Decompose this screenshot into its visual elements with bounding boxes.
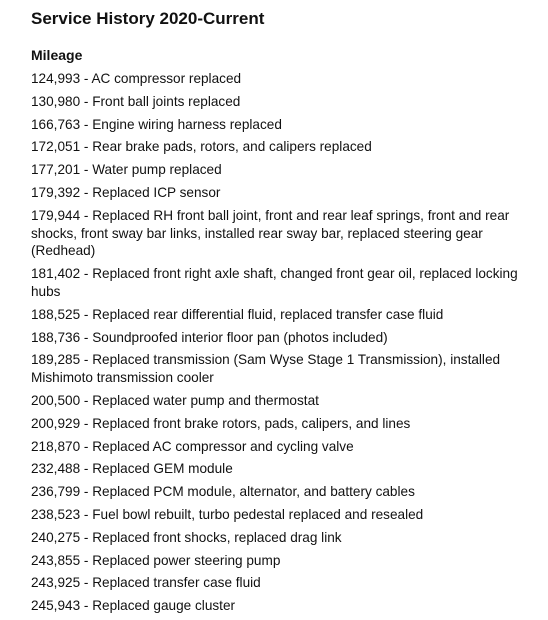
service-entry: 188,525 - Replaced rear differential fluid, replaced transfer case fluid [31, 306, 444, 322]
service-entry: 130,980 - Front ball joints replaced [31, 93, 241, 109]
service-entry: 218,870 - Replaced AC compressor and cycling valve [31, 438, 354, 454]
service-entry: 166,763 - Engine wiring harness replaced [31, 116, 282, 132]
service-entry: 179,392 - Replaced ICP sensor [31, 184, 221, 200]
service-entry: 172,051 - Rear brake pads, rotors, and calipers replaced [31, 139, 372, 155]
service-history-document [31, 8, 531, 620]
service-entry: 188,736 - Soundproofed interior floor pan (photos included) [31, 329, 388, 345]
service-entry: 124,993 - AC compressor replaced [31, 71, 242, 86]
service-entry: 243,855 - Replaced power steering pump [31, 552, 281, 568]
service-entry: 181,402 - Replaced front right axle shaft, changed front gear oil, replaced locking hubs [31, 266, 518, 299]
service-entry: 177,201 - Water pump replaced [31, 162, 222, 178]
service-entry-list [31, 70, 531, 615]
service-entry: 200,929 - Replaced front brake rotors, pads, calipers, and lines [31, 415, 411, 431]
service-entry: 236,799 - Replaced PCM module, alternator, and battery cables [31, 484, 415, 500]
service-entry: 243,925 - Replaced transfer case fluid [31, 575, 261, 591]
mileage-heading: Mileage [31, 47, 83, 63]
service-entry: 200,500 - Replaced water pump and thermostat [31, 392, 319, 408]
service-entry: 238,523 - Fuel bowl rebuilt, turbo pedestal replaced and resealed [31, 506, 424, 522]
service-entry: 245,943 - Replaced gauge cluster [31, 598, 236, 614]
service-entry: 232,488 - Replaced GEM module [31, 461, 233, 477]
service-entry: 240,275 - Replaced front shocks, replaced drag link [31, 529, 342, 545]
service-entry: 189,285 - Replaced transmission (Sam Wyse Stage 1 Transmission), installed Mishimoto transmission cooler [31, 352, 501, 386]
page-title: Service History 2020-Current [31, 9, 265, 28]
service-entry: 179,944 - Replaced RH front ball joint, front and rear leaf springs, front and rear shocks, front sway bar links, installed rear sway bar, replaced steering gear (Redhead) [31, 207, 510, 259]
